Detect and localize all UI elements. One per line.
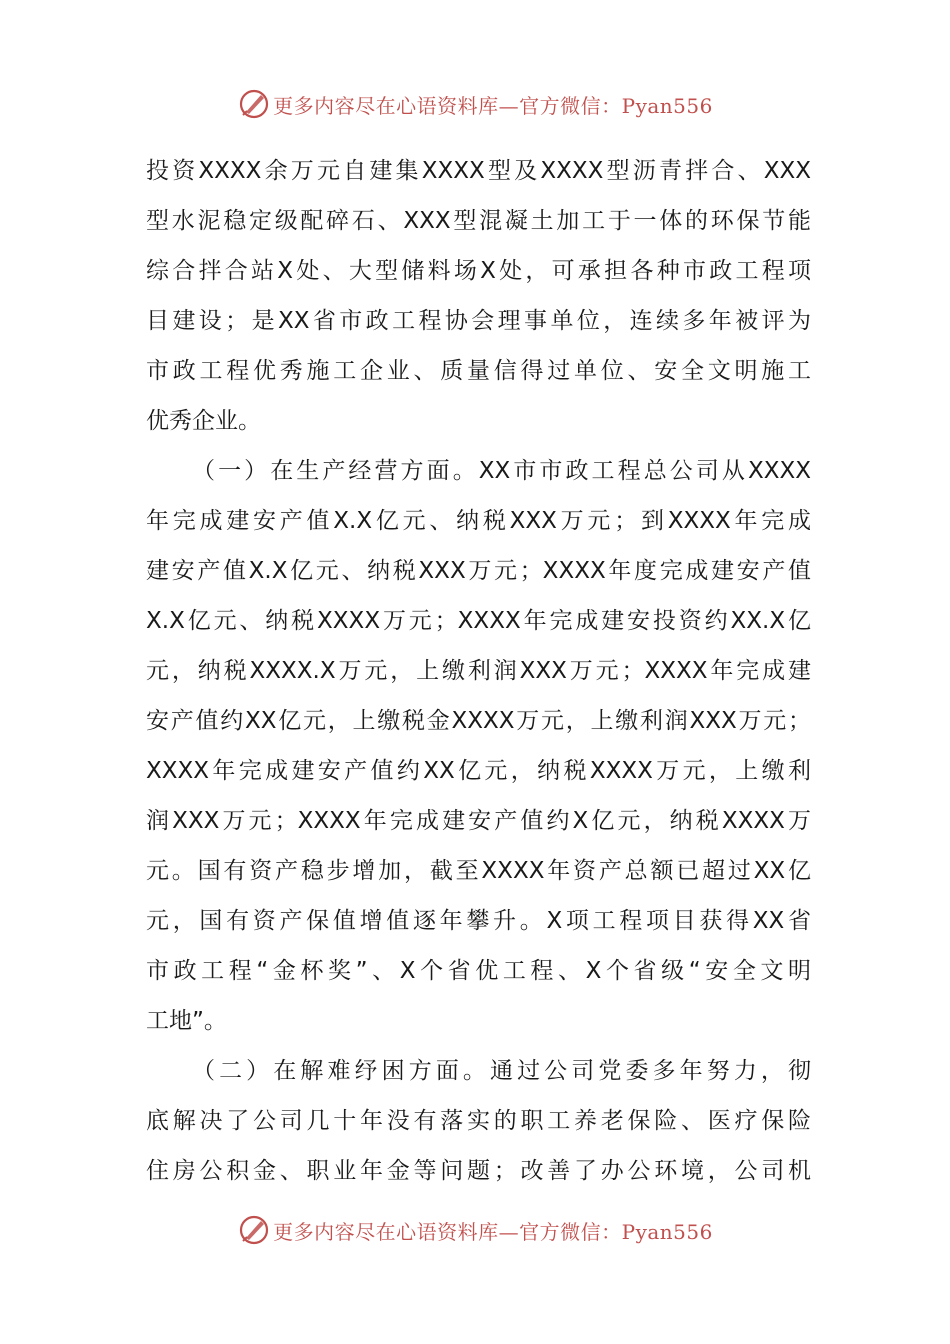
text-line: 市政工程“金杯奖”、X个省优工程、X个省级“安全文明	[146, 958, 811, 984]
text-line: 年完成建安产值X.X亿元、纳税XXX万元；到XXXX年完成	[146, 508, 811, 534]
text-line: 元，国有资产保值增值逐年攀升。X项工程项目获得XX省	[146, 908, 811, 934]
document-body	[146, 146, 811, 1196]
text-line: X.X亿元、纳税XXXX万元；XXXX年完成建安投资约XX.X亿	[146, 608, 811, 634]
text-line: 住房公积金、职业年金等问题；改善了办公环境，公司机	[146, 1158, 811, 1184]
text-line: XXXX年完成建安产值约XX亿元，纳税XXXX万元，上缴利	[146, 758, 811, 784]
header-banner-text: 更多内容尽在心语资料库—官方微信：Pyan556	[273, 93, 713, 118]
quill-logo-icon	[237, 87, 271, 121]
header-banner	[0, 84, 950, 124]
text-line: 市政工程优秀施工企业、质量信得过单位、安全文明施工	[146, 358, 811, 384]
text-line: 元，纳税XXXX.X万元，上缴利润XXX万元；XXXX年完成建	[146, 658, 811, 684]
footer-banner	[0, 1210, 950, 1250]
text-line: 元。国有资产稳步增加，截至XXXX年资产总额已超过XX亿	[146, 858, 811, 884]
text-line: 型水泥稳定级配碎石、XXX型混凝土加工于一体的环保节能	[146, 208, 811, 234]
footer-banner-text: 更多内容尽在心语资料库—官方微信：Pyan556	[273, 1219, 713, 1244]
quill-logo-icon	[237, 1213, 271, 1247]
text-line: 底解决了公司几十年没有落实的职工养老保险、医疗保险	[146, 1108, 811, 1134]
paragraph-start-line: （二）在解难纾困方面。通过公司党委多年努力，彻	[192, 1058, 811, 1084]
text-line: 工地”。	[146, 1008, 227, 1034]
text-line: 综合拌合站X处、大型储料场X处，可承担各种市政工程项	[146, 258, 811, 284]
text-line: 安产值约XX亿元，上缴税金XXXX万元，上缴利润XXX万元；	[146, 708, 811, 734]
text-line: 目建设；是XX省市政工程协会理事单位，连续多年被评为	[146, 308, 811, 334]
paragraph-start-line: （一）在生产经营方面。XX市市政工程总公司从XXXX	[192, 458, 811, 484]
text-line: 优秀企业。	[146, 408, 261, 434]
text-line: 投资XXXX余万元自建集XXXX型及XXXX型沥青拌合、XXX	[146, 158, 811, 184]
text-line: 建安产值X.X亿元、纳税XXX万元；XXXX年度完成建安产值	[146, 558, 811, 584]
text-line: 润XXX万元；XXXX年完成建安产值约X亿元，纳税XXXX万	[146, 808, 811, 834]
